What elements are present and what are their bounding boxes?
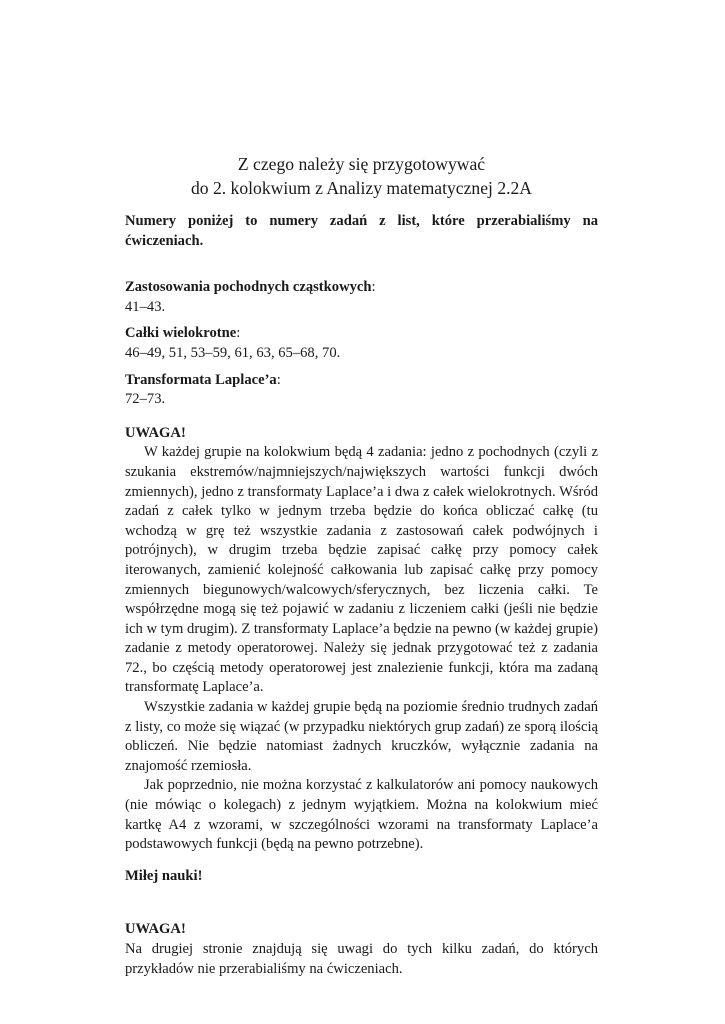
- section-items: 41–43.: [125, 298, 166, 315]
- section-heading: Zastosowania pochodnych cząstkowych: [125, 279, 372, 296]
- page-title: [125, 152, 598, 200]
- section-heading: Transformata Laplace’a: [125, 371, 277, 388]
- lead-note: Numery poniżej to numery zadań z list, które przerabialiśmy na ćwiczeniach.: [125, 213, 598, 249]
- section-partial-derivatives: [125, 278, 598, 317]
- paragraph-exam-structure: W każdej grupie na kolokwium będą 4 zadania: jedno z pochodnych (czyli z szukania ekstremów/najmniejszych/największych wartości funkcji dwóch zmiennych), jedno z transformaty Laplace’a i dwa z całek wielokrotnych. Wśród zadań z całek tylko w jednym trzeba będzie do końca obliczać całkę (tu wchodzą w grę też wszystkie zadania z zastosowań całek podwójnych i potrójnych), w drugim trzeba będzie zapisać całkę przy pomocy całek iterowanych, zamienić kolejność całkowania lub zapisać całkę przy pomocy zmiennych biegunowych/walcowych/sferycznych, bez liczenia całki. Te współrzędne mogą się też pojawić w zadaniu z liczeniem całki (jeśli nie będzie ich w tym drugim). Z transformaty Laplace’a będzie na pewno (w każdej grupie) zadanie z metody operatorowej. Należy się jednak przygotować też z zadania 72., bo częścią metody operatorowej jest znalezienie funkcji, która ma zadaną transformatę Laplace’a.: [125, 444, 598, 696]
- document-page: [125, 152, 598, 979]
- final-note: Na drugiej stronie znajdują się uwagi do tych kilku zadań, do których przykładów nie przerabialiśmy na ćwiczeniach.: [125, 941, 598, 977]
- title-line-2: do 2. kolokwium z Analizy matematycznej 2.2A: [190, 178, 533, 198]
- section-colon: :: [236, 325, 241, 342]
- section-colon: :: [371, 279, 376, 296]
- section-items: 72–73.: [125, 391, 166, 408]
- section-laplace-transform: [125, 371, 598, 410]
- title-line-1: Z czego należy się przygotowywać: [237, 154, 486, 174]
- closing-line: Miłej nauki!: [125, 867, 203, 884]
- section-multiple-integrals: [125, 324, 598, 363]
- section-heading: Całki wielokrotne: [125, 325, 237, 342]
- section-items: 46–49, 51, 53–59, 61, 63, 65–68, 70.: [125, 344, 341, 361]
- uwaga-heading-second: UWAGA!: [125, 921, 186, 938]
- paragraph-allowed-aids: Jak poprzednio, nie można korzystać z kalkulatorów ani pomocy naukowych (nie mówiąc o kolegach) z jednym wyjątkiem. Można na kolokwium mieć kartkę A4 z wzorami, w szczególności wzorami na transformaty Laplace’a podstawowych funkcji (będą na pewno potrzebne).: [125, 777, 598, 853]
- uwaga-heading: UWAGA!: [125, 424, 186, 441]
- paragraph-difficulty: Wszystkie zadania w każdej grupie będą na poziomie średnio trudnych zadań z listy, co może się wiązać (w przypadku niektórych grup zadań) ze sporą ilością obliczeń. Nie będzie natomiast żadnych kruczków, wyłącznie zadania na znajomość rzemiosła.: [125, 699, 598, 774]
- section-colon: :: [276, 371, 281, 388]
